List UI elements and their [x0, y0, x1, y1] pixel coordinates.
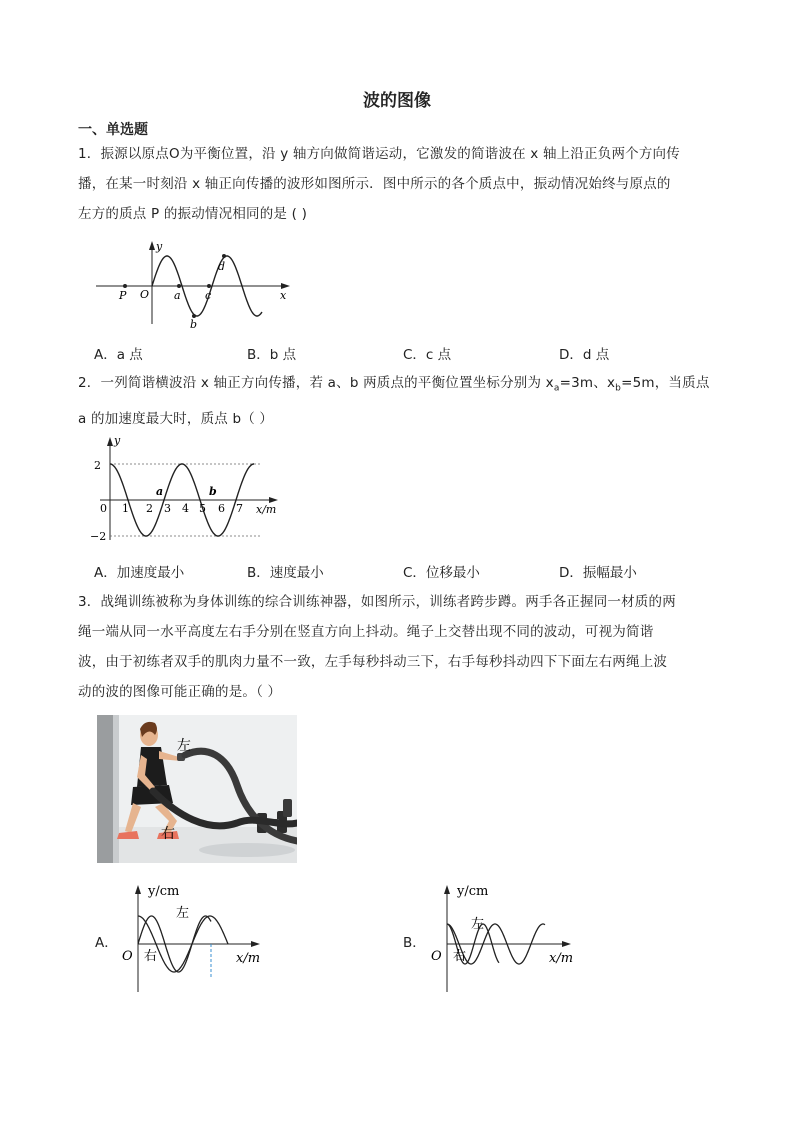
stem-line: 波，由于初练者双手的肌肉力量不一致，左手每秒抖动三下，右手每秒抖动四下下面左右两绳上波: [78, 654, 668, 670]
a-label: a: [156, 485, 164, 498]
page-title: 波的图像: [363, 91, 431, 111]
stem-text: =5m，当质点: [621, 375, 710, 391]
q3-option-a-graph[interactable]: [118, 880, 268, 996]
q2-option-d[interactable]: D．振幅最小: [559, 565, 637, 581]
q1-option-c[interactable]: C．c 点: [403, 347, 452, 363]
q2-option-a[interactable]: A．加速度最小: [94, 565, 185, 581]
stem-text: =3m、x: [559, 375, 616, 391]
point-c: [207, 284, 211, 288]
y-tick-2: 2: [94, 459, 101, 472]
y-tick-neg2: −2: [90, 530, 107, 543]
q2-option-b[interactable]: B．速度最小: [247, 565, 324, 581]
question-3-stem: [78, 587, 718, 707]
rope-left-label: 左: [177, 738, 191, 754]
subscript-b: b: [615, 383, 622, 394]
question-1-stem: [78, 139, 718, 229]
point-a: [177, 284, 181, 288]
x-tick-6: 6: [218, 502, 225, 515]
stem-line: [78, 368, 718, 404]
point-d: [222, 254, 226, 258]
origin-label: O: [140, 288, 150, 301]
b-label: b: [209, 485, 217, 498]
x-label: x: [280, 289, 287, 302]
right-wave-label: 右: [453, 949, 467, 964]
x-axis-arrow: [251, 941, 260, 947]
a-label: a: [174, 289, 181, 302]
y-axis-arrow: [149, 241, 155, 250]
d-label: d: [218, 260, 226, 273]
x-label: x/m: [256, 503, 277, 516]
stem-text: 2．一列简谐横波沿 x 轴正方向传播，若 a、b 两质点的平衡位置坐标分别为 x: [78, 375, 554, 391]
question-1-wave-figure: [90, 236, 300, 332]
x-tick-4: 4: [182, 502, 189, 515]
stem-line: 绳一端从同一水平高度左右手分别在竖直方向上抖动。绳子上交替出现不同的波动，可视为简谐: [78, 624, 654, 640]
y-label: y: [114, 434, 121, 447]
stem-line: 左方的质点 P 的振动情况相同的是 ( ): [78, 206, 308, 222]
stem-line: 播，在某一时刻沿 x 轴正向传播的波形如图所示．图中所示的各个质点中，振动情况始终与原点的: [78, 176, 671, 192]
origin-label: O: [122, 949, 133, 964]
q1-option-a[interactable]: A．a 点: [94, 347, 143, 363]
y-axis-arrow: [135, 885, 141, 894]
y-label: y: [156, 240, 163, 253]
question-2-wave-figure: [90, 432, 290, 544]
y-axis-arrow: [107, 437, 113, 446]
right-wave-label: 右: [144, 949, 158, 964]
section-heading: 一、单选题: [78, 122, 148, 138]
x-tick-3: 3: [164, 502, 171, 515]
q2-option-c[interactable]: C．位移最小: [403, 565, 480, 581]
c-label: c: [205, 289, 212, 302]
rope-shadow: [199, 843, 295, 857]
rope-right-label: 右: [161, 826, 175, 842]
b-label: b: [190, 318, 198, 331]
origin-label: 0: [100, 502, 107, 515]
wall-edge: [113, 715, 119, 863]
stem-line: 1．振源以原点O为平衡位置，沿 y 轴方向做简谐运动，它激发的简谐波在 x 轴上沿正负两个方向传: [78, 146, 680, 162]
y-axis-label: y/cm: [148, 884, 180, 899]
q3-option-a-label[interactable]: A．: [95, 935, 118, 951]
q1-option-b[interactable]: B．b 点: [247, 347, 297, 363]
stem-line: 3．战绳训练被称为身体训练的综合训练神器，如图所示，训练者跨步蹲。两手各正握同一材质的两: [78, 594, 676, 610]
battle-rope-photo: [97, 715, 297, 863]
subscript-a: a: [553, 383, 560, 394]
x-axis-label: x/m: [549, 951, 574, 966]
question-2-stem: [78, 368, 718, 434]
y-axis-label: y/cm: [457, 884, 489, 899]
x-tick-5: 5: [199, 502, 206, 515]
x-tick-1: 1: [122, 502, 129, 515]
y-axis-arrow: [444, 885, 450, 894]
q3-option-b-graph[interactable]: [427, 880, 579, 996]
left-wave-label: 左: [176, 906, 190, 921]
left-wave-label: 左: [471, 917, 485, 932]
stem-line: 动的波的图像可能正确的是。（ ）: [78, 684, 282, 700]
p-label: P: [119, 289, 127, 302]
x-tick-7: 7: [236, 502, 243, 515]
x-axis-label: x/m: [236, 951, 261, 966]
q3-option-b-label[interactable]: B．: [403, 935, 426, 951]
x-tick-2: 2: [146, 502, 153, 515]
point-p: [123, 284, 127, 288]
q1-option-d[interactable]: D．d 点: [559, 347, 610, 363]
origin-label: O: [431, 949, 442, 964]
stem-line: a 的加速度最大时，质点 b（ ）: [78, 410, 274, 427]
wall-pillar: [97, 715, 113, 863]
x-axis-arrow: [562, 941, 571, 947]
